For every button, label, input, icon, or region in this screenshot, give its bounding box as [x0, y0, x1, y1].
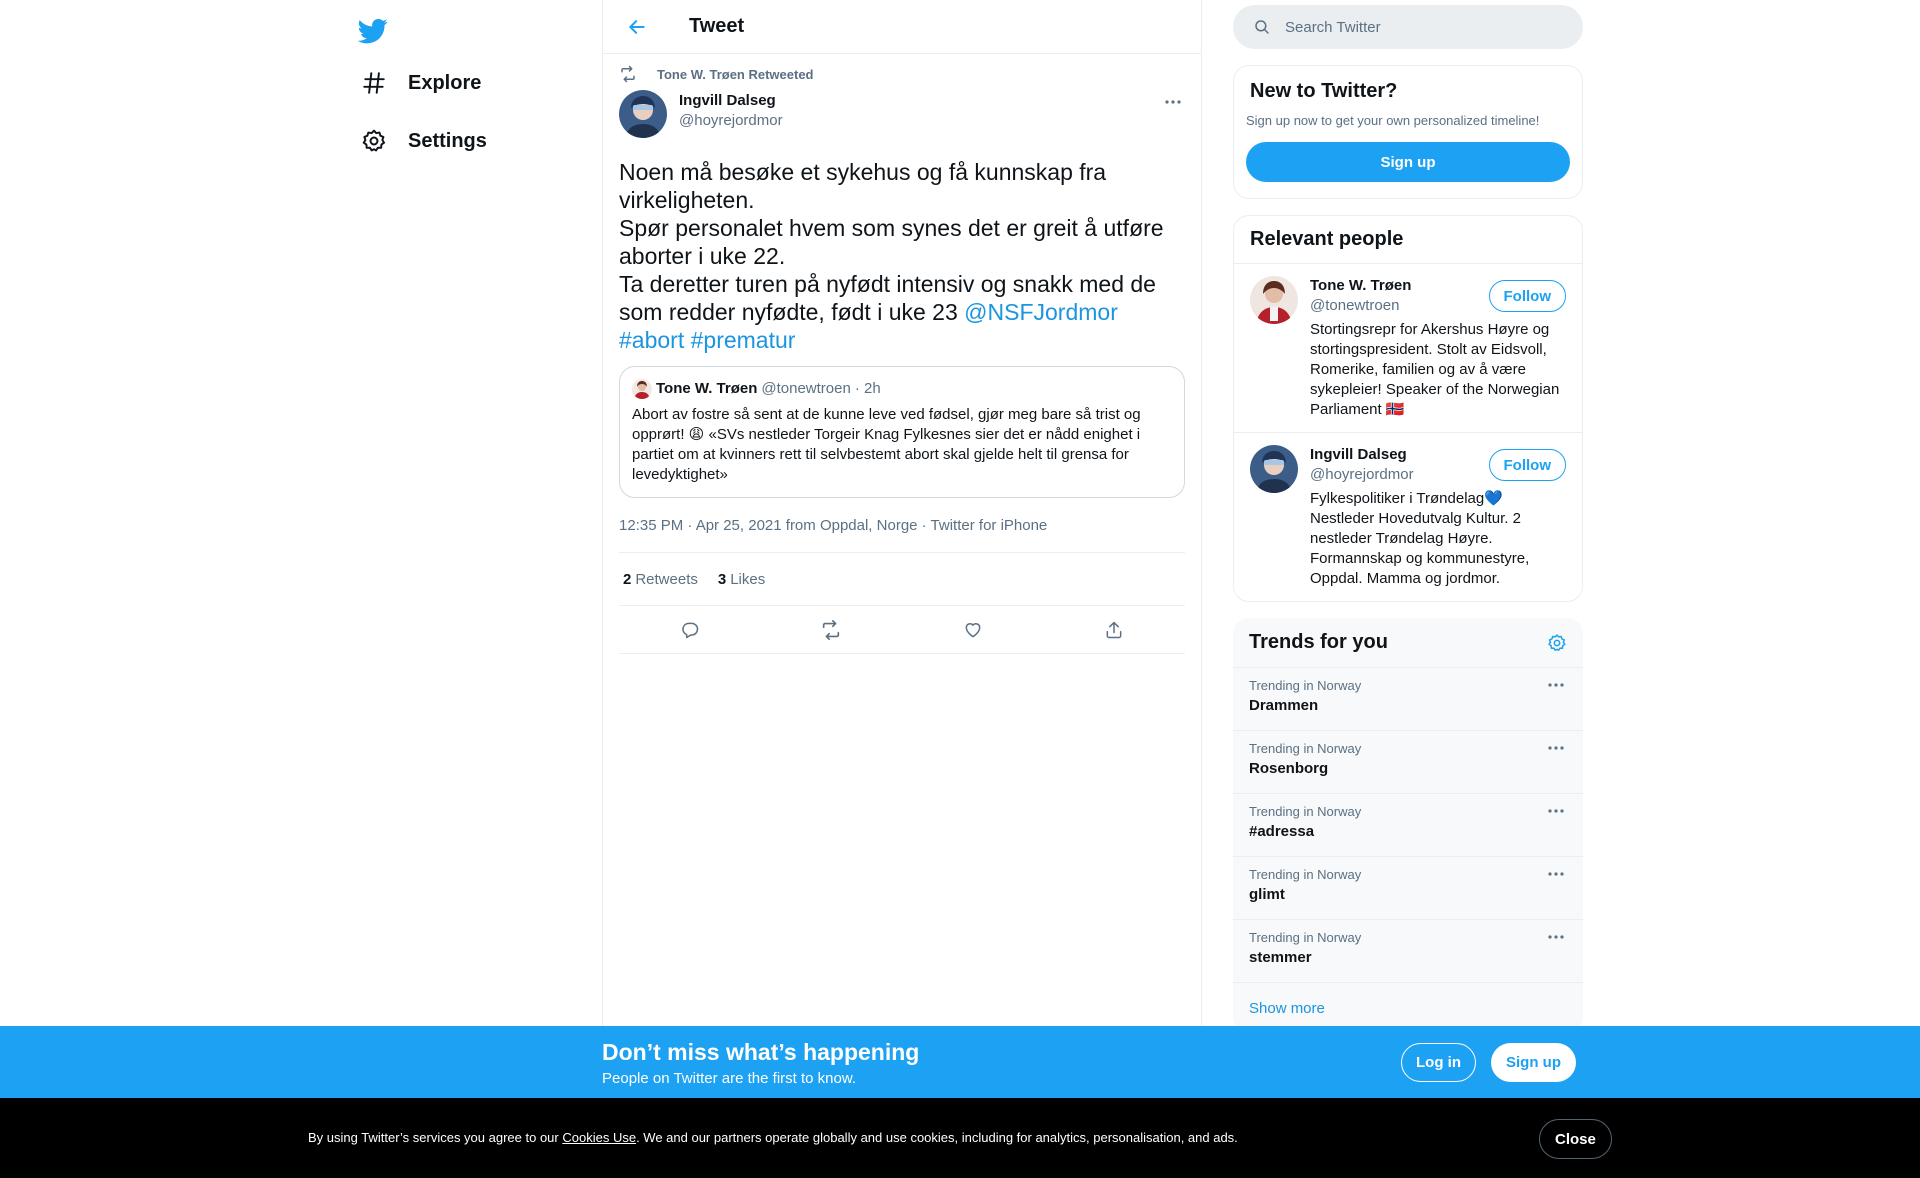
cookie-text-after: . We and our partners operate globally and use cookies, including for analytics, personalisation, and ads.: [636, 1130, 1238, 1145]
trend-name: stemmer: [1249, 949, 1312, 966]
trend-context: Trending in Norway: [1249, 678, 1362, 693]
quote-author-handle: @tonewtroen: [761, 380, 851, 397]
nav-settings-label: Settings: [408, 129, 487, 152]
cookies-use-link[interactable]: Cookies Use: [562, 1130, 637, 1145]
show-more-link[interactable]: Show more: [1249, 999, 1325, 1017]
search-box[interactable]: [1233, 5, 1583, 49]
new-to-twitter-subtitle: Sign up now to get your own personalized timeline!: [1246, 113, 1540, 128]
tweet-timestamp-link[interactable]: 12:35 PM · Apr 25, 2021 from Oppdal, Norge · Twitter for iPhone: [619, 517, 1048, 534]
more-dots-icon[interactable]: [1547, 745, 1565, 751]
trend-name: Drammen: [1249, 697, 1319, 714]
retweets-label: Retweets: [635, 570, 698, 588]
retweet-icon: [820, 619, 842, 641]
trend-name: #adressa: [1249, 823, 1315, 840]
reply-button[interactable]: [672, 612, 708, 648]
cookie-text: [308, 1130, 1238, 1145]
cookie-close-button[interactable]: Close: [1539, 1119, 1612, 1159]
tweet-text-line-3: Ta deretter turen på nyfødt intensiv og snakk med de som redder nyfødte, født i uke 23: [619, 271, 1156, 325]
twitter-logo-link[interactable]: [350, 8, 396, 54]
mention-link[interactable]: @NSFJordmor: [964, 299, 1118, 325]
quote-header: [632, 379, 1172, 399]
author-name[interactable]: Ingvill Dalseg: [679, 92, 776, 109]
trend-context: Trending in Norway: [1249, 930, 1362, 945]
follow-button[interactable]: Follow: [1489, 449, 1567, 481]
banner-signup-button[interactable]: Sign up: [1491, 1043, 1576, 1082]
tweet-text-line-1: Noen må besøke et sykehus og få kunnskap fra virkeligheten.: [619, 159, 1107, 213]
signup-banner: [0, 1026, 1920, 1098]
search-icon: [1253, 18, 1271, 36]
new-to-twitter-card: [1233, 65, 1583, 199]
more-dots-icon[interactable]: [1547, 682, 1565, 688]
quoted-tweet[interactable]: [619, 366, 1185, 498]
likes-label: Likes: [730, 570, 766, 588]
author-handle[interactable]: @hoyrejordmor: [679, 112, 783, 129]
author-avatar[interactable]: [619, 90, 667, 138]
likes-count: 3: [717, 570, 727, 588]
login-button[interactable]: Log in: [1401, 1043, 1476, 1082]
nav-settings[interactable]: [350, 116, 497, 166]
trends-settings-button[interactable]: [1547, 633, 1567, 653]
more-dots-icon[interactable]: [1547, 871, 1565, 877]
person-handle: @hoyrejordmor: [1310, 466, 1414, 483]
new-to-twitter-title: New to Twitter?: [1250, 80, 1398, 102]
person-avatar: [1250, 445, 1298, 493]
trend-context: Trending in Norway: [1249, 867, 1362, 882]
heart-icon: [963, 620, 983, 640]
search-input[interactable]: [1285, 19, 1545, 36]
person-avatar: [1250, 276, 1298, 324]
hashtag-abort-link[interactable]: #abort: [619, 327, 685, 353]
back-button[interactable]: [619, 9, 655, 45]
relevant-people-title: Relevant people: [1250, 228, 1404, 250]
author-names: [679, 91, 783, 131]
hashtag-icon: [360, 69, 388, 97]
person-bio: Fylkespolitiker i Trøndelag💙 Nestleder Hovedutvalg Kultur. 2 nestleder Trøndelag Høyre. Formannskap og kommunestyre, Oppdal. Mamma og jordmor.: [1310, 490, 1530, 587]
more-dots-icon: [1164, 99, 1182, 105]
signup-banner-title: Don’t miss what’s happening: [602, 1039, 920, 1065]
hashtag-prematur-link[interactable]: #prematur: [690, 327, 796, 353]
quote-text: Abort av fostre så sent at de kunne leve ved fødsel, gjør meg bare så trist og opprørt! 😩 «SVs nestleder Torgeir Knag Fylkesnes sier det er nådd enighet i partiet om at kvinners rett til selvbestemt abort skal gjelde helt til grensa for levedyktighet»: [632, 406, 1141, 483]
nav-explore-label: Explore: [408, 71, 482, 94]
trend-name: Rosenborg: [1249, 760, 1329, 777]
nav-explore[interactable]: [350, 58, 491, 108]
cookie-text-before: By using Twitter’s services you agree to our: [308, 1130, 563, 1145]
trends-header: [1233, 618, 1583, 668]
share-icon: [1104, 620, 1124, 640]
gear-icon: [1547, 633, 1567, 653]
relevant-people-header: [1234, 216, 1582, 264]
gear-icon: [360, 127, 388, 155]
main-column: [602, 0, 1202, 1178]
tweet-author: [619, 90, 1185, 138]
retweets-count: 2: [623, 570, 632, 588]
likes-stat[interactable]: [718, 571, 765, 588]
page-title: Tweet: [689, 15, 745, 37]
quote-time: · 2h: [854, 380, 881, 397]
trend-item[interactable]: [1233, 857, 1583, 920]
sidebar-signup-button[interactable]: Sign up: [1246, 142, 1570, 182]
trend-context: Trending in Norway: [1249, 741, 1362, 756]
cookie-banner: [0, 1098, 1920, 1178]
person-name: Tone W. Trøen: [1310, 277, 1412, 294]
tweet-text-line-2: Spør personalet hvem som synes det er greit å utføre aborter i uke 22.: [619, 215, 1164, 269]
trends-title: Trends for you: [1249, 631, 1388, 653]
more-dots-icon[interactable]: [1547, 808, 1565, 814]
arrow-left-icon: [627, 17, 647, 37]
person-item[interactable]: [1234, 264, 1582, 433]
trend-item[interactable]: [1233, 668, 1583, 731]
twitter-bird-icon: [358, 16, 388, 46]
retweet-button[interactable]: [813, 612, 849, 648]
share-button[interactable]: [1096, 612, 1132, 648]
tweet-header: [603, 0, 1201, 54]
trend-context: Trending in Norway: [1249, 804, 1362, 819]
tweet-text: [619, 158, 1185, 354]
person-handle: @tonewtroen: [1310, 297, 1400, 314]
quote-author-name: Tone W. Trøen: [656, 380, 758, 397]
like-button[interactable]: [955, 612, 991, 648]
person-name: Ingvill Dalseg: [1310, 446, 1407, 463]
tweet-actions: [619, 606, 1185, 654]
retweets-stat[interactable]: [623, 571, 698, 588]
tweet-stats: [619, 553, 1185, 606]
relevant-people-card: [1233, 215, 1583, 602]
trend-item[interactable]: [1233, 731, 1583, 794]
signup-banner-subtitle: People on Twitter are the first to know.: [602, 1070, 857, 1087]
retweet-context: [619, 64, 1185, 84]
more-dots-icon[interactable]: [1547, 934, 1565, 940]
trend-item[interactable]: [1233, 920, 1583, 983]
retweeted-by-link[interactable]: Tone W. Trøen Retweeted: [657, 66, 814, 82]
reply-icon: [680, 620, 700, 640]
quote-avatar: [632, 379, 652, 399]
right-sidebar: [1233, 0, 1583, 1033]
tweet-more-button[interactable]: [1161, 92, 1185, 112]
tweet: [603, 64, 1201, 654]
tweet-meta: [619, 516, 1185, 553]
follow-button[interactable]: Follow: [1489, 280, 1567, 312]
trends-card: [1233, 618, 1583, 1033]
person-item[interactable]: [1234, 433, 1582, 601]
trend-item[interactable]: [1233, 794, 1583, 857]
retweet-icon: [619, 65, 657, 83]
trend-name: glimt: [1249, 886, 1285, 903]
person-bio: Stortingsrepr for Akershus Høyre og stortingspresident. Stolt av Eidsvoll, Romerike, familien og av å være sykepleier! Speaker of the Norwegian Parliament 🇳🇴: [1310, 321, 1560, 418]
